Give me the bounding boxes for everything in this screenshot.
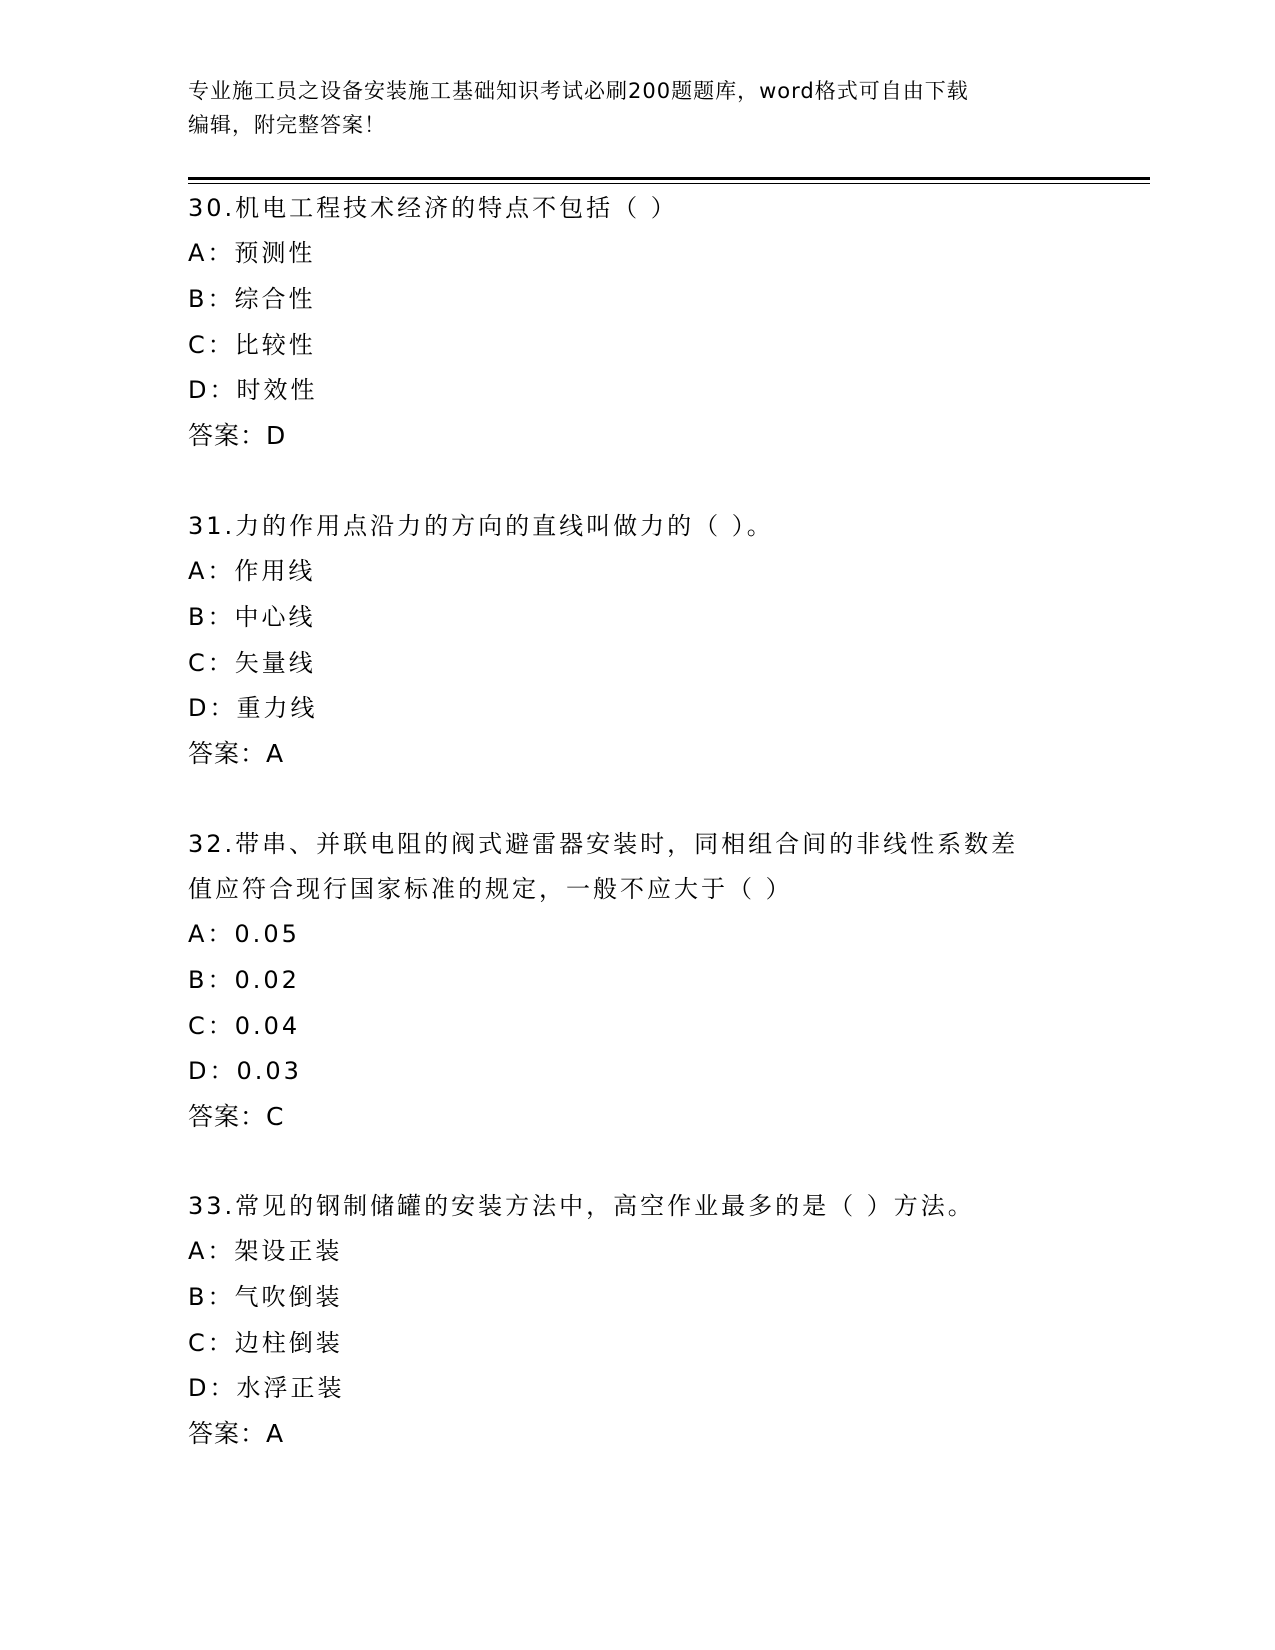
header-divider-thin (188, 183, 1150, 184)
option-d: D：重力线 (188, 694, 318, 723)
option-d: D：水浮正装 (188, 1374, 345, 1403)
option-b: B：中心线 (188, 602, 316, 631)
question-stem: 31.力的作用点沿力的方向的直线叫做力的（ ）。 (188, 512, 774, 540)
option-c: C：0.04 (188, 1011, 301, 1040)
answer-label: 答案：D (188, 421, 287, 451)
question-32 (188, 822, 1148, 1139)
answer-label: 答案：A (188, 739, 285, 769)
question-stem: 30.机电工程技术经济的特点不包括（ ） (188, 194, 678, 222)
document-header (188, 74, 1088, 142)
option-d: D：时效性 (188, 376, 318, 405)
question-31 (188, 504, 1148, 776)
option-c: C：边柱倒装 (188, 1328, 343, 1357)
option-a: A：架设正装 (188, 1237, 343, 1265)
option-a: A：预测性 (188, 239, 316, 267)
option-a: A：作用线 (188, 557, 316, 585)
question-33 (188, 1184, 1148, 1456)
option-b: B：0.02 (188, 965, 300, 994)
option-a: A：0.05 (188, 920, 300, 948)
question-stem: 33.常见的钢制储罐的安装方法中，高空作业最多的是（ ）方法。 (188, 1192, 975, 1220)
option-c: C：矢量线 (188, 648, 316, 677)
answer-label: 答案：A (188, 1419, 285, 1449)
option-b: B：气吹倒装 (188, 1282, 343, 1311)
option-b: B：综合性 (188, 284, 316, 313)
header-divider-thick (188, 177, 1150, 180)
header-title-line-2: 编辑，附完整答案！ (188, 113, 386, 137)
question-stem-line-2: 值应符合现行国家标准的规定，一般不应大于（ ） (188, 875, 793, 903)
answer-label: 答案：C (188, 1102, 285, 1132)
option-d: D：0.03 (188, 1057, 302, 1086)
option-c: C：比较性 (188, 330, 316, 359)
question-stem-line-1: 32.带串、并联电阻的阀式避雷器安装时，同相组合间的非线性系数差 (188, 830, 1019, 858)
header-title-line-1: 专业施工员之设备安装施工基础知识考试必刷200题题库，word格式可自由下载 (188, 79, 969, 103)
question-30 (188, 186, 1148, 458)
